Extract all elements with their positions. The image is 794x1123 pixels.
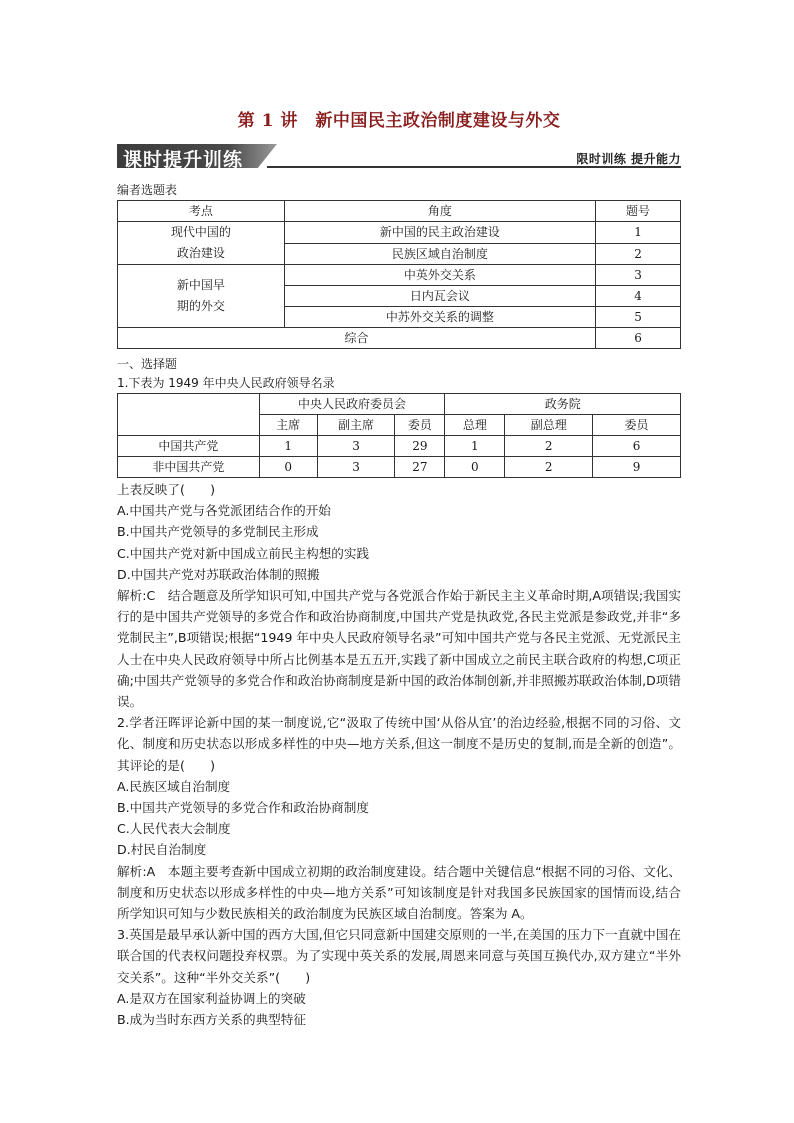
value-cell: 1 bbox=[445, 436, 505, 457]
option-c: C.人民代表大会制度 bbox=[117, 821, 231, 837]
value-cell: 0 bbox=[259, 457, 317, 478]
group-header-cell: 中央人民政府委员会 bbox=[259, 394, 445, 415]
value-cell: 3 bbox=[317, 436, 395, 457]
option-a: A.中国共产党与各党派团结合作的开始 bbox=[117, 503, 331, 519]
q1-analysis: 解析:C 结合题意及所学知识可知,中国共产党与各党派合作始于新民主主义革命时期,A项错误;我国实行的是中国共产党领导的多党合作和政治协商制度,中国共产党是执政党,各民主党派是参政党,并非“多党制民主”,B项错误;根据“1949 年中央人民政府领导名录”可知中国共产党与各民主党派、无党派民主人士在中央人民政府领导中所占比例基本是五五开,实践了新中国成立之前民主联合政府的构想,C项正确;中国共产党领导的多党合作和政治协商制度是新中国的政治体制创新,并非照搬苏联政治体制,D项错误。 bbox=[117, 588, 681, 710]
question-stem: 1.下表为 1949 年中央人民政府领导名录 bbox=[117, 376, 335, 390]
topic-line: 期的外交 bbox=[176, 299, 225, 313]
table-header-row bbox=[118, 201, 681, 222]
table-header-row bbox=[118, 394, 681, 415]
selection-table-caption: 编者选题表 bbox=[117, 183, 178, 197]
header-cell: 主席 bbox=[259, 415, 317, 436]
option-d: D.村民自治制度 bbox=[117, 842, 207, 858]
header-cell: 委员 bbox=[395, 415, 445, 436]
table-row bbox=[118, 328, 681, 349]
option-b: B.中国共产党领导的多党合作和政治协商制度 bbox=[117, 800, 369, 816]
option-b: B.中国共产党领导的多党制民主形成 bbox=[117, 524, 319, 540]
summary-cell: 综合 bbox=[118, 328, 596, 349]
table-row bbox=[118, 457, 681, 478]
angle-cell: 民族区域自治制度 bbox=[284, 243, 595, 265]
topic-line: 政治建设 bbox=[176, 246, 225, 260]
page-title: 第 1 讲 新中国民主政治制度建设与外交 bbox=[237, 111, 561, 131]
q2-analysis: 解析:A 本题主要考查新中国成立初期的政治制度建设。结合题中关键信息“根据不同的习俗、文化、制度和历史状态以形成多样性的中央—地方关系”可知该制度是针对我国多民族国家的国情而设,结合所学知识可知与少数民族相关的政治制度为民族区域自治制度。答案为 A。 bbox=[117, 863, 681, 922]
option-c: C.中国共产党对新中国成立前民主构想的实践 bbox=[117, 545, 370, 561]
value-cell: 0 bbox=[445, 457, 505, 478]
banner-slogan: 限时训练 提升能力 bbox=[576, 152, 681, 166]
party-cell: 非中国共产党 bbox=[118, 457, 260, 478]
number-cell: 5 bbox=[596, 307, 681, 328]
angle-cell: 新中国的民主政治建设 bbox=[284, 222, 595, 244]
question-prompt: 上表反映了( ) bbox=[117, 482, 215, 497]
q2-stem: 2.学者汪晖评论新中国的某一制度说,它“汲取了传统中国‘从俗从宜’的治边经验,根据不同的习俗、文化、制度和历史状态以形成多样性的中央—地方关系,但这一制度不是历史的复制,而是全新的创造”。其评论的是( ) bbox=[117, 715, 681, 773]
value-cell: 2 bbox=[505, 436, 593, 457]
value-cell: 9 bbox=[593, 457, 681, 478]
header-cell: 总理 bbox=[445, 415, 505, 436]
number-cell: 3 bbox=[596, 265, 681, 286]
angle-cell: 中苏外交关系的调整 bbox=[284, 307, 595, 328]
option-d: D.中国共产党对苏联政治体制的照搬 bbox=[117, 566, 320, 582]
value-cell: 27 bbox=[395, 457, 445, 478]
number-cell: 6 bbox=[596, 328, 681, 349]
header-cell: 题号 bbox=[596, 201, 681, 222]
group-header-cell: 政务院 bbox=[445, 394, 681, 415]
table-row bbox=[118, 265, 681, 286]
option-a: A.是双方在国家利益协调上的突破 bbox=[117, 990, 306, 1006]
number-cell: 1 bbox=[596, 222, 681, 244]
value-cell: 2 bbox=[505, 457, 593, 478]
q3-stem: 3.英国是最早承认新中国的西方大国,但它只同意新中国建交原则的一半,在美国的压力下一直就中国在联合国的代表权问题投弃权票。为了实现中英关系的发展,周恩来同意与英国互换代办,双方建立“半外交关系”。这种“半外交关系”( ) bbox=[117, 927, 681, 985]
value-cell: 1 bbox=[259, 436, 317, 457]
topic-cell bbox=[118, 265, 285, 328]
value-cell: 3 bbox=[317, 457, 395, 478]
header-cell: 委员 bbox=[593, 415, 681, 436]
option-a: A.民族区域自治制度 bbox=[117, 778, 231, 794]
banner-title: 课时提升训练 bbox=[123, 149, 244, 171]
header-cell: 角度 bbox=[284, 201, 595, 222]
empty-corner-cell bbox=[118, 394, 260, 436]
option-b: B.成为当时东西方关系的典型特征 bbox=[117, 1012, 306, 1028]
number-cell: 2 bbox=[596, 243, 681, 265]
table-row bbox=[118, 436, 681, 457]
value-cell: 6 bbox=[593, 436, 681, 457]
party-cell: 中国共产党 bbox=[118, 436, 260, 457]
section-heading: 一、选择题 bbox=[117, 357, 178, 371]
header-cell: 考点 bbox=[118, 201, 285, 222]
number-cell: 4 bbox=[596, 286, 681, 307]
angle-cell: 日内瓦会议 bbox=[284, 286, 595, 307]
q1-table bbox=[117, 393, 681, 478]
selection-table bbox=[117, 200, 681, 349]
topic-cell bbox=[118, 222, 285, 265]
topic-line: 新中国早 bbox=[176, 278, 225, 292]
questions-body bbox=[117, 479, 681, 1030]
header-cell: 副总理 bbox=[505, 415, 593, 436]
angle-cell: 中英外交关系 bbox=[284, 265, 595, 286]
header-cell: 副主席 bbox=[317, 415, 395, 436]
value-cell: 29 bbox=[395, 436, 445, 457]
table-row bbox=[118, 222, 681, 244]
section-banner bbox=[117, 144, 681, 172]
topic-line: 现代中国的 bbox=[170, 225, 231, 239]
